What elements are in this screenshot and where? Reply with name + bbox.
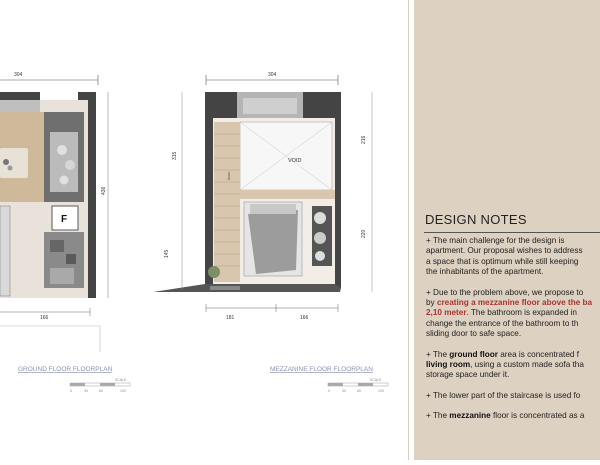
note-paragraph-1 <box>426 236 600 278</box>
note-line: sliding door to safe space. <box>426 329 522 339</box>
mezz-scale-tick: 30 <box>342 389 346 393</box>
note-line: + The main challenge for the design is <box>426 236 565 245</box>
stair-label: down <box>227 171 231 180</box>
note-line: + Due to the problem above, we propose to <box>426 287 584 297</box>
mezz-scale-tick: 0 <box>328 389 330 393</box>
mezz-plan-title: MEZZANINE FLOOR FLOORPLAN <box>270 366 373 373</box>
ground-dim-right: 436 <box>101 186 107 195</box>
note-emphasis: 2,10 meter <box>426 308 467 318</box>
note-text: by <box>426 298 437 308</box>
note-text: floor is concentrated as a <box>490 411 585 421</box>
note-line <box>426 308 600 318</box>
note-text: + The <box>426 411 450 421</box>
note-line: a space that is optimum while still keeping <box>426 256 579 266</box>
note-text: + The <box>426 349 450 359</box>
note-line <box>426 298 600 308</box>
note-paragraph-4 <box>426 391 600 401</box>
note-emphasis: mezzanine <box>449 411 491 421</box>
ground-scale-tick: 0 <box>70 389 72 393</box>
note-line <box>426 360 600 370</box>
mezz-dim-right-lower: 220 <box>361 229 367 238</box>
ground-scale-tick: 60 <box>99 389 103 393</box>
mezz-scale-label: SCALE <box>370 378 382 382</box>
ground-scale-label: SCALE <box>115 378 127 382</box>
mezz-dim-left-lower: 145 <box>164 249 170 258</box>
mezz-dim-left-upper: 315 <box>172 151 178 160</box>
note-line: the inhabitants of the apartment. <box>426 267 544 277</box>
design-notes-panel <box>414 0 600 460</box>
note-line <box>426 411 600 421</box>
ground-dim-bottom: 166 <box>40 315 49 321</box>
note-paragraph-5 <box>426 411 600 421</box>
heading-underline <box>424 232 600 233</box>
mezz-dim-bottom-left: 181 <box>226 315 235 321</box>
note-line: apartment. Our proposal wishes to address <box>426 246 583 256</box>
ground-scale-tick: 30 <box>84 389 88 393</box>
note-emphasis: creating a mezzanine floor above the ba <box>436 298 593 308</box>
ground-plan-title: GROUND FLOOR FLOORPLAN <box>18 366 113 373</box>
note-emphasis: ground floor <box>449 349 498 359</box>
note-text: , using a custom made sofa tha <box>470 360 584 370</box>
note-paragraph-2 <box>426 288 600 340</box>
note-line <box>426 350 600 360</box>
note-text: . The bathroom is expanded in <box>466 308 577 318</box>
note-line: storage space under it. <box>426 370 510 380</box>
design-notes-heading: DESIGN NOTES <box>425 212 527 227</box>
mezz-scale-tick: 120 <box>378 389 384 393</box>
mezz-scale-tick: 60 <box>357 389 361 393</box>
void-label: VOID <box>288 158 302 164</box>
note-emphasis: living room <box>426 360 471 370</box>
fridge-label: F <box>61 214 68 225</box>
ground-dim-top: 304 <box>14 72 23 78</box>
mezz-dim-bottom-right: 166 <box>300 315 309 321</box>
ground-scale-tick: 120 <box>120 389 126 393</box>
ground-floor-plan <box>0 72 130 393</box>
note-text: area is concentrated f <box>497 349 579 359</box>
note-line: change the entrance of the bathroom to th <box>426 318 579 328</box>
mezz-dim-top: 304 <box>268 72 277 78</box>
note-paragraph-3 <box>426 350 600 381</box>
mezzanine-floor-plan <box>153 72 388 393</box>
mezz-dim-right-upper: 216 <box>361 135 367 144</box>
note-line: + The lower part of the staircase is used fo <box>426 390 581 400</box>
design-notes-body <box>426 236 600 432</box>
